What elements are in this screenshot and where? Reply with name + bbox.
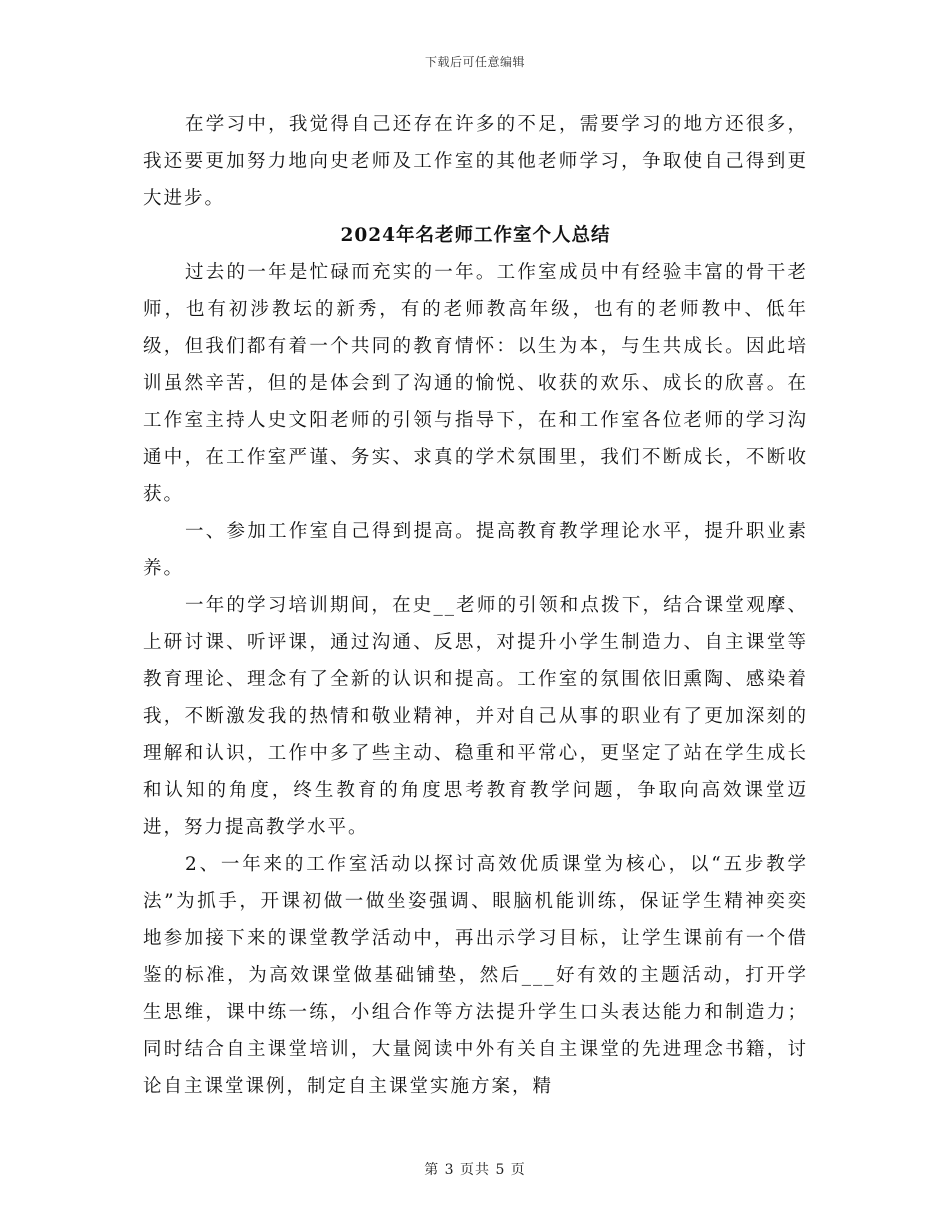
page-header: 下载后可任意编辑	[424, 55, 525, 69]
page-number: 第 3 页共 5 页	[424, 1162, 526, 1178]
document-body	[143, 106, 808, 1105]
intro-paragraph: 在学习中，我觉得自己还存在许多的不足，需要学习的地方还很多，我还要更加努力地向史老师及工作室的其他老师学习，争取使自己得到更大进步。	[143, 114, 808, 209]
paragraph-training: 一年的学习培训期间，在史__老师的引领和点拨下，结合课堂观摩、上研讨课、听评课，通过沟通、反思，对提升小学生制造力、自主课堂等教育理论、理念有了全新的认识和提高。工作室的氛围依旧熏陶、感染着我，不断激发我的热情和敬业精神，并对自己从事的职业有了更加深刻的理解和认识，工作中多了些主动、稳重和平常心，更坚定了站在学生成长和认知的角度，终生教育的角度思考教育教学问题，争取向高效课堂迈进，努力提高教学水平。	[143, 595, 808, 838]
document-title: 2024年名老师工作室个人总结	[340, 225, 611, 246]
paragraph-section-one: 一、参加工作室自己得到提高。提高教育教学理论水平，提升职业素养。	[143, 521, 808, 579]
paragraph-overview: 过去的一年是忙碌而充实的一年。工作室成员中有经验丰富的骨干老师，也有初涉教坛的新秀，有的老师教高年级，也有的老师教中、低年级，但我们都有着一个共同的教育情怀：以生为本，与生共成长。因此培训虽然辛苦，但的是体会到了沟通的愉悦、收获的欢乐、成长的欣喜。在工作室主持人史文阳老师的引领与指导下，在和工作室各位老师的学习沟通中，在工作室严谨、务实、求真的学术氛围里，我们不断成长，不断收获。	[143, 262, 808, 505]
paragraph-section-two: 2、一年来的工作室活动以探讨高效优质课堂为核心，以“五步教学法”为抓手，开课初做一做坐姿强调、眼脑机能训练，保证学生精神奕奕地参加接下来的课堂教学活动中，再出示学习目标，让学生课前有一个借鉴的标准，为高效课堂做基础铺垫，然后___好有效的主题活动，打开学生思维，课中练一练，小组合作等方法提升学生口头表达能力和制造力；同时结合自主课堂培训，大量阅读中外有关自主课堂的先进理念书籍，讨论自主课堂课例，制定自主课堂实施方案，精	[143, 854, 808, 1097]
